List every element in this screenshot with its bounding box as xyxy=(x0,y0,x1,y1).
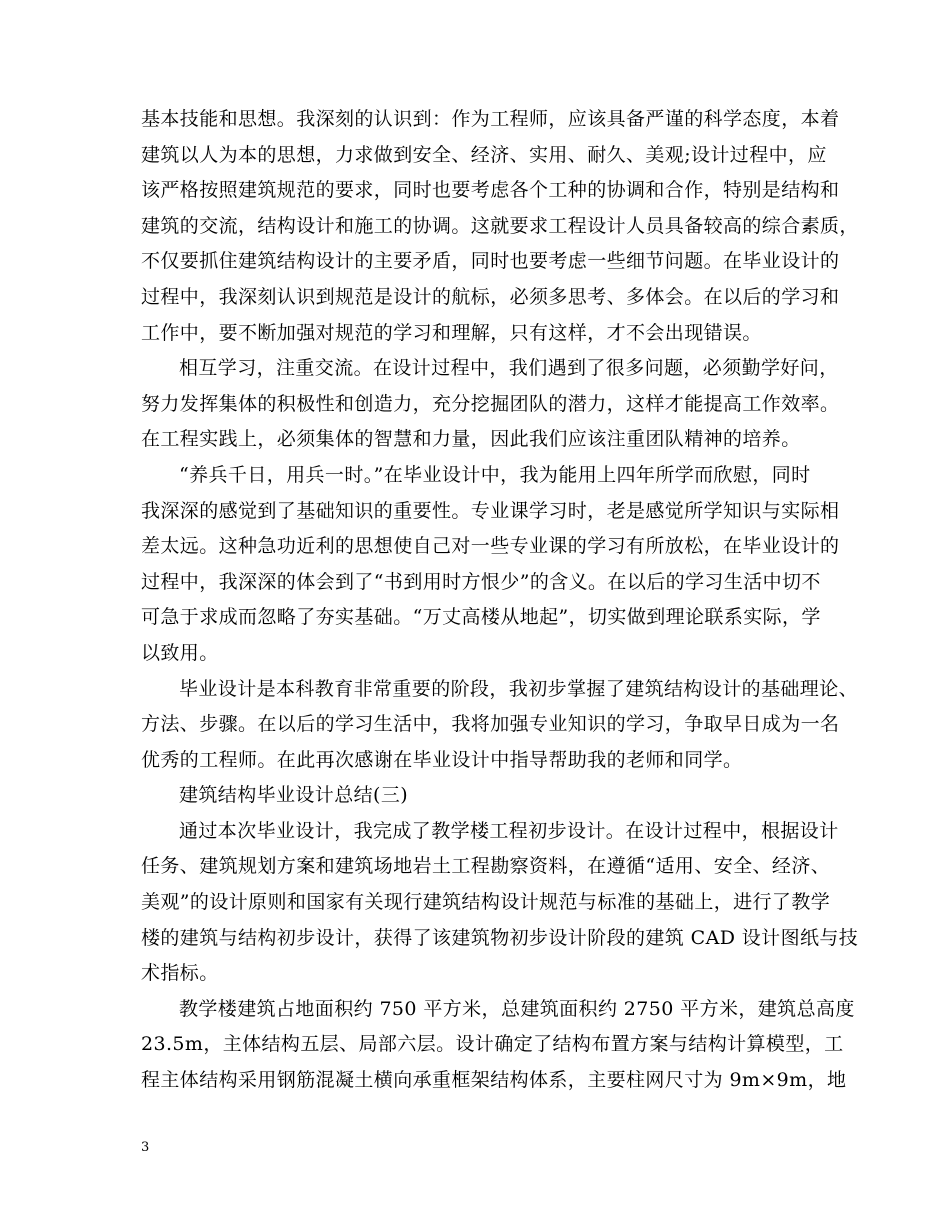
paragraph-start-line: 相互学习，注重交流。在设计过程中，我们遇到了很多问题，必须勤学好问， xyxy=(179,357,839,380)
text-line: 建筑以人为本的思想，力求做到安全、经济、实用、耐久、美观;设计过程中，应 xyxy=(141,143,827,166)
paragraph-start-line: “养兵千日，用兵一时。”在毕业设计中，我为能用上四年所学而欣慰，同时 xyxy=(179,463,811,486)
text-line: 可急于求成而忽略了夯实基础。“万丈高楼从地起”，切实做到理论联系实际，学 xyxy=(141,606,821,629)
text-line: 过程中，我深刻认识到规范是设计的航标，必须多思考、多体会。在以后的学习和 xyxy=(141,285,840,308)
text-line: 任务、建筑规划方案和建筑场地岩土工程勘察资料，在遵循“适用、安全、经济、 xyxy=(141,855,831,878)
text-line: 过程中，我深深的体会到了“书到用时方恨少”的含义。在以后的学习生活中切不 xyxy=(141,570,821,593)
text-line: 程主体结构采用钢筋混凝土横向承重框架结构体系，主要柱网尺寸为 9m×9m，地 xyxy=(141,1069,847,1092)
text-line: 差太远。这种急功近利的思想使自己对一些专业课的学习有所放松，在毕业设计的 xyxy=(141,535,840,558)
text-line: 术指标。 xyxy=(141,962,219,985)
text-line: 不仅要抓住建筑结构设计的主要矛盾，同时也要考虑一些细节问题。在毕业设计的 xyxy=(141,250,840,273)
text-line: 工作中，要不断加强对规范的学习和理解，只有这样，才不会出现错误。 xyxy=(141,321,762,344)
text-line: 该严格按照建筑规范的要求，同时也要考虑各个工种的协调和合作，特别是结构和 xyxy=(141,179,840,202)
text-line: 我深深的感觉到了基础知识的重要性。专业课学习时，老是感觉所学知识与实际相 xyxy=(141,499,840,522)
paragraph-start-line: 毕业设计是本科教育非常重要的阶段，我初步掌握了建筑结构设计的基础理论、 xyxy=(179,677,859,700)
text-line: 美观”的设计原则和国家有关现行建筑结构设计规范与标准的基础上，进行了教学 xyxy=(141,891,831,914)
text-line: 楼的建筑与结构初步设计，获得了该建筑物初步设计阶段的建筑 CAD 设计图纸与技 xyxy=(141,926,859,949)
text-line: 23.5m，主体结构五层、局部六层。设计确定了结构布置方案与结构计算模型，工 xyxy=(141,1033,844,1056)
text-line: 在工程实践上，必须集体的智慧和力量，因此我们应该注重团队精神的培养。 xyxy=(141,428,801,451)
paragraph-start-line: 通过本次毕业设计，我完成了教学楼工程初步设计。在设计过程中，根据设计 xyxy=(179,819,839,842)
text-line: 方法、步骤。在以后的学习生活中，我将加强专业知识的学习，争取早日成为一名 xyxy=(141,713,840,736)
text-line: 建筑的交流，结构设计和施工的协调。这就要求工程设计人员具备较高的综合素质， xyxy=(141,214,859,237)
text-line: 以致用。 xyxy=(141,641,219,664)
text-line: 基本技能和思想。我深刻的认识到：作为工程师，应该具备严谨的科学态度，本着 xyxy=(141,108,840,130)
paragraph-start-line: 教学楼建筑占地面积约 750 平方米，总建筑面积约 2750 平方米，建筑总高度 xyxy=(179,997,855,1020)
section-heading: 建筑结构毕业设计总结(三) xyxy=(179,784,409,807)
text-line: 努力发挥集体的积极性和创造力，充分挖掘团队的潜力，这样才能提高工作效率。 xyxy=(141,392,840,415)
page-number: 3 xyxy=(141,1140,150,1155)
body-text xyxy=(141,102,859,1099)
text-line: 优秀的工程师。在此再次感谢在毕业设计中指导帮助我的老师和同学。 xyxy=(141,748,743,771)
